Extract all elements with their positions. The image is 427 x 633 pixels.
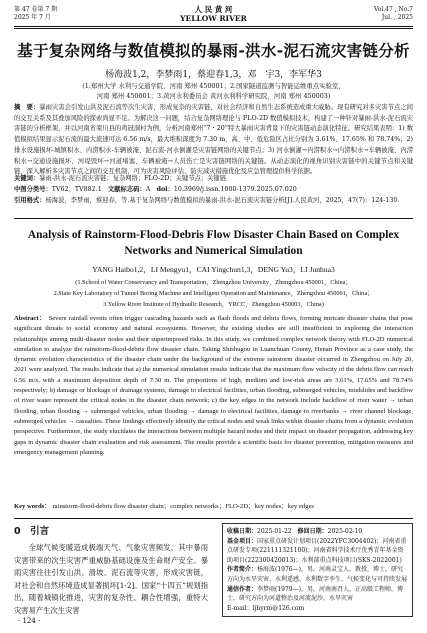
abstract-cn — [14, 103, 413, 178]
header-rule-thin — [14, 28, 413, 29]
abstract-en-text: Severe rainfall events often trigger cascading hazards such as flash floods and debris flows, forming intricate disaster chains that pose significant threats to social economy and natural ecosystems. However, the existing studies are still insufficient in exploring the interaction relationships among multi-disaster nodes and their superimposed risks. In this study, we combined complex network theory with FLO-2D numerical simulation to analyze the rainstorm-flood-debris flow disaster chain. Taking Shishugou in Luanchuan County, Henan Province as a case study, the dynamic evolution characteristics of the disaster chain under the background of the extreme rainstorm disaster occurred in Zhengzhou on July 20, 2021 were analyzed. The results indicate that a) the numerical simulation results indicate that the maximum flow velocity of the debris flow can reach 6.56 m/s, with a maximum deposition depth of 7.30 m. The proportions of high, medium and low-risk areas are 3.61%, 17.65% and 78.74% respectively; b) damage or blockage of drainage systems, damage to electrical facilities, urban flooding, submerged vehicles, mudslides and backflow of river water represent the critical nodes in the disaster chain network; c) the key edges in the network include backflow of river water → urban flooding, urban flooding → submerged vehicles, urban flooding → damage to electrical facilities, damage to riverbanks → river channel blockage, submerged vehicles → casualties. These findings effectively identify the critical nodes and weak links within disaster chains from a dynamic evolution perspective. Furthermore, the study elucidates the interactions between multiple hazard nodes and their impact on disaster propagation, addressing key gaps in dynamic disaster chain evaluation and risk assessment. The results provide a scientific basis for disaster prevention, mitigation measures and emergency management planning. — [14, 315, 413, 456]
keywords-en-text: rainstorm-flood-debris flow disaster chain；complex networks；FLO-2D；key nodes；key edges — [52, 503, 314, 510]
doc-code-value: A — [145, 186, 151, 193]
affiliation-cn-line: 河南 郑州 450001；3.黄河水利委员会 黄河水利科学研究院，河南 郑州 450003) — [96, 92, 331, 100]
header-volume-en: Vol.47 , No.7 — [373, 6, 413, 13]
revised-date: 2025-02-10 — [327, 528, 363, 535]
abstract-cn-text: 暴雨灾害会引发山洪及泥石流等次生灾害，形成复杂的灾害链，对社会经济和自然生态系统造成重大威胁。现有研究对多灾害节点之间的交互关系及其叠加风险的探索尚显不足。为解决这一问题，结合复杂网络理论与 FLO-2D 数值模拟技术，构建了一种针对暴雨-洪水-泥石流灾害链的分析框架，并以河南省栾川县的鸡冠洞村为例，分析河南郑州“7・20”特大暴雨灾害背景下的灾害链动态演化特征。研究结果表明：1) 数值模拟结果显示泥石流的最大流速可达 6.56 m/s，最大堆积深度为 7.30 m，高、中、低危险区占比分别为 3.61%、17.65% 和 78.74%；2) 排水设施损坏-城镇积水、内涝积水-车辆被淹、泥石流-河水倒灌是灾害链网络的关键节点；3) 河水倒灌→内涝积水→内涝积水→车辆被淹、内涝积水→交通设施损坏、河堤毁坏→河道堵塞、车辆被淹→人员伤亡是灾害链网络的关键链。从动态演化的视角识别灾害链中的关键节点和关键链，深入解析多灾害节点之间的交互机制，可为灾害风险评估、防灾减灾措施优化及应急管理提供科学依据。 — [14, 104, 414, 176]
author-bio-label: 作者简介： — [227, 566, 258, 574]
received-date: 2025-01-22 — [257, 528, 292, 535]
journal-name-cn: 人 民 黄 河 — [194, 5, 233, 14]
article-title-en: Analysis of Rainstorm-Flood-Debris Flow Disaster Chain Based on Complex Networks and Numerical Simulation — [27, 229, 400, 257]
doc-code-label: 文献标志码： — [107, 186, 146, 193]
introduction-paragraph: 全球气候变暖造成极端天气、气象灾害频发，其中暴雨灾害带来的次生灾害严重威胁基础设施及生命财产安全。暴雨灾害往往引发山洪、滑坡、泥石流等灾害，形成灾害链，对社会和自然环境造成显著损坏[1-2]。国家“十四五”规划指出，随着城镇化推进，灾害的复杂性、耦合性增强，重特大灾害易产生次生灾害 — [14, 543, 208, 615]
authors-cn: 杨海波1,2，李梦雨1，蔡迎春1,3，邓 宇3，李军华3 — [105, 70, 322, 80]
email-label: E-mail： — [227, 604, 253, 612]
body-divider — [14, 518, 413, 519]
header-date-cn: 2025 年 7 月 — [14, 14, 51, 21]
citation-cn — [14, 196, 413, 207]
header-center — [14, 5, 413, 23]
article-title-cn: 基于复杂网络与数值模拟的暴雨-洪水-泥石流灾害链分析 — [17, 42, 410, 60]
page-number: · 124 · — [18, 617, 41, 625]
received-label: 收稿日期： — [227, 528, 258, 535]
body-column-right — [222, 523, 413, 617]
body-column-left — [14, 523, 208, 617]
corresponding-author-label: 通信作者： — [227, 585, 258, 593]
doi-label: doi： — [156, 186, 174, 193]
section-divider — [14, 218, 413, 219]
classification-cn — [14, 185, 413, 196]
header-rule-thick — [14, 26, 413, 27]
affiliations-cn — [30, 81, 397, 101]
journal-name-en: YELLOW RIVER — [180, 14, 247, 23]
authors-en: YANG Haibo1,2，LI Mengyu1，CAI Yingchun1,3，DENG Yu3，LI Junhua3 — [92, 265, 335, 274]
keywords-en — [14, 502, 413, 512]
keywords-cn — [14, 174, 413, 185]
keywords-cn-label: 关键词： — [14, 175, 40, 182]
article-info-box — [222, 523, 413, 617]
clc-value: TV62；TV882.1 — [51, 186, 102, 193]
clc-label: 中图分类号： — [14, 186, 52, 193]
citation-label: 引用格式： — [14, 197, 46, 204]
keywords-en-label: Key words： — [14, 503, 51, 510]
fund-label: 基金项目： — [227, 537, 258, 545]
doi-value[interactable]: 10.3969/j.issn.1000-1379.2025.07.020 — [173, 186, 297, 193]
header-volume-cn: 第 47 卷第 7 期 — [14, 6, 58, 13]
header-right — [374, 6, 413, 22]
abstract-en-label: Abstract： — [14, 315, 47, 322]
header-date-en: Jul. , 2025 — [381, 14, 413, 21]
section-heading-introduction: 0 引言 — [14, 526, 50, 537]
affiliations-en — [18, 277, 409, 310]
fund-text: 国家重点研发计划项目(2022YFC3004402)；河南省重点研发专项(221111321100)；河南省科学技术厅优秀青年基金资助项目(222300420013)；水利部重点科技项目(SKS-2022001) — [227, 537, 407, 564]
abstract-en — [14, 314, 413, 458]
citation-text: 杨海波，李梦雨，蔡迎春，等.基于复杂网络与数值模拟的暴雨-洪水-泥石流灾害链分析[J].人民黄河，2025，47(7)：124-130. — [45, 197, 400, 204]
affiliation-en-line: 2.State Key Laboratory of Tunnel Boring Machine and Intelligent Operation and Maintenance，Zhengzhou 450001，China； — [53, 290, 374, 297]
email-address[interactable]: ljhyrm@126.com — [252, 604, 305, 612]
corresponding-author-text: 李梦雨(1979—)，男，河南南召人，正高级工程师，博士，研究方向为河道整治及河流泥沙、水旱灾害 — [227, 585, 403, 603]
author-bio-text: 杨海波(1976—)，男，河南灵宝人，教授，博士，研究方向为水旱灾害、水利遥感、水利数字孪生、气候变化与可持续发展 — [227, 566, 408, 583]
affiliation-en-line: (1.School of Water Conservancy and Transportation，Zhengzhou University，Zhengzhou 450001，China； — [75, 279, 352, 286]
affiliation-cn-line: (1.郑州大学 水利与交通学院，河南 郑州 450001；2.国家隧道监测与智能运维重点实验室， — [82, 82, 345, 90]
abstract-cn-label: 摘 要： — [14, 104, 40, 111]
running-header — [14, 5, 413, 29]
affiliation-en-line: 3.Yellow River Institute of Hydraulic Research，YRCC，Zhengzhou 450003，China) — [103, 301, 324, 308]
keywords-cn-text: 暴雨-洪水-泥石流灾害链；复杂网络；FLO-2D；关键节点；关键链 — [39, 175, 226, 182]
revised-label: 修回日期： — [297, 528, 328, 535]
